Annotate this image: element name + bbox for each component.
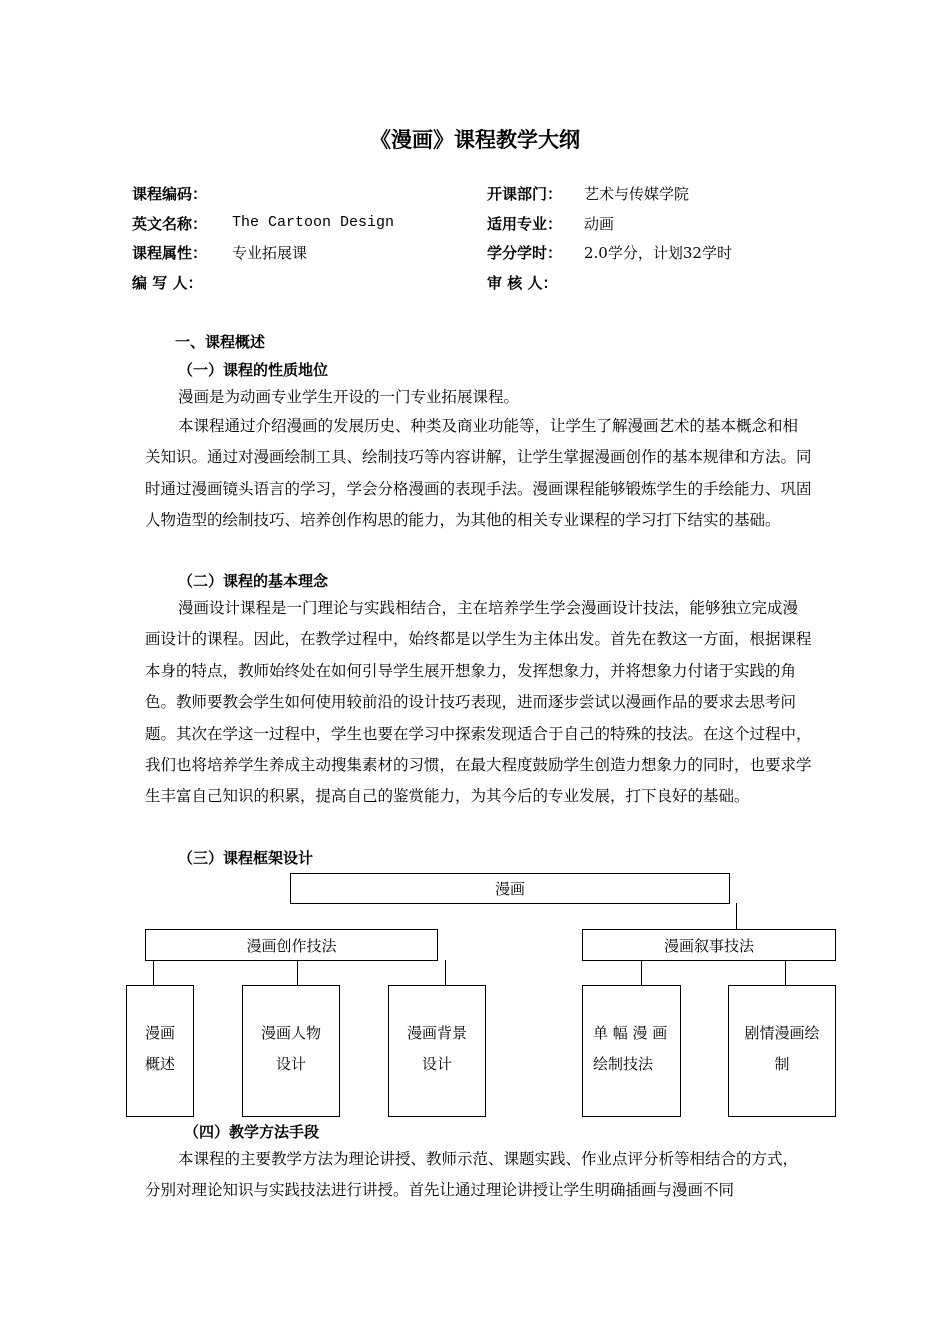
connector-right-leaf5 [785,960,786,986]
paragraph-nature-1: 漫画是为动画专业学生开设的一门专业拓展课程。 [178,388,520,406]
course-code-label: 课程编码： [132,185,208,203]
diagram-leaf-single-panel [582,985,681,1117]
diagram-branch-creation-label: 漫画创作技法 [246,936,337,955]
dept-label: 开课部门： [487,185,563,203]
major-label: 适用专业： [487,215,563,233]
diagram-branch-narrative [582,929,836,961]
leaf-character-line2: 设计 [275,1055,306,1073]
diagram-leaf-overview [126,985,194,1117]
leaf-background-line1: 漫画背景 [406,1024,467,1042]
diagram-branch-creation [145,929,438,961]
diagram-root-node [290,873,730,904]
connector-left-leaf3 [445,960,446,986]
english-name-value: The Cartoon Design [232,214,395,231]
subsection-heading-framework: （三）课程框架设计 [178,849,314,867]
author-label: 编 写 人： [132,274,203,292]
diagram-root-label: 漫画 [494,880,525,898]
diagram-leaf-story [728,985,836,1117]
section-heading-overview: 一、课程概述 [175,333,266,351]
credit-value: 2.0学分，计划32学时 [584,244,732,262]
leaf-single-panel-line2: 绘制技法 [593,1055,654,1073]
paragraph-philosophy: 漫画设计课程是一门理论与实践相结合，主在培养学生学会漫画设计技法，能够独立完成漫画设计的课程。因此，在教学过程中，始终都是以学生为主体出发。首先在教这一方面，根据课程本身的特点，教师始终处在如何引导学生展开想象力，发挥想象力，并将想象力付诸于实践的角色。教师要教会学生如何使用较前沿的设计技巧表现，进而逐步尝试以漫画作品的要求去思考问题。其次在学这一过程中，学生也要在学习中探索发现适合于自己的特殊的技法。在这个过程中，我们也将培养学生养成主动搜集素材的习惯，在最大程度鼓励学生创造力想象力的同时，也要求学生丰富自己知识的积累，提高自己的鉴赏能力，为其今后的专业发展，打下良好的基础。 [145,599,812,806]
diagram-leaf-character [242,985,340,1117]
paragraph-methods: 本课程的主要教学方法为理论讲授、教师示范、课题实践、作业点评分析等相结合的方式，分别对理论知识与实践技法进行讲授。首先让通过理论讲授让学生明确插画与漫画不同 [145,1150,799,1200]
leaf-overview-line2: 概述 [145,1055,176,1073]
connector-left-leaf2 [297,960,298,986]
connector-root-right [736,903,737,929]
document-title: 《漫画》课程教学大纲 [370,128,580,152]
leaf-single-panel-line1: 单 幅 漫 画 [593,1024,668,1042]
subsection-heading-methods: （四）教学方法手段 [184,1123,320,1141]
leaf-story-line1: 剧情漫画绘 [744,1024,820,1042]
connector-left-leaf1 [153,960,154,986]
english-name-label: 英文名称： [132,215,208,233]
leaf-story-line2: 制 [774,1055,790,1073]
course-attr-label: 课程属性： [132,244,208,262]
connector-right-leaf4 [641,960,642,986]
paragraph-nature-2: 本课程通过介绍漫画的发展历史、种类及商业功能等，让学生了解漫画艺术的基本概念和相关知识。通过对漫画绘制工具、绘制技巧等内容讲解，让学生掌握漫画创作的基本规律和方法。同时通过漫画镜头语言的学习，学会分格漫画的表现手法。漫画课程能够锻炼学生的手绘能力、巩固人物造型的绘制技巧、培养创作构思的能力，为其他的相关专业课程的学习打下结实的基础。 [145,417,812,530]
leaf-background-line2: 设计 [421,1055,452,1073]
diagram-branch-narrative-label: 漫画叙事技法 [663,936,754,955]
credit-label: 学分学时： [487,244,563,262]
subsection-heading-philosophy: （二）课程的基本理念 [178,572,329,590]
course-attr-value: 专业拓展课 [232,244,308,262]
diagram-leaf-background [388,985,486,1117]
subsection-heading-nature: （一）课程的性质地位 [178,361,329,379]
dept-value: 艺术与传媒学院 [584,185,690,203]
major-value: 动画 [584,215,615,233]
leaf-overview-line1: 漫画 [145,1024,176,1042]
leaf-character-line1: 漫画人物 [260,1024,321,1042]
reviewer-label: 审 核 人： [487,274,558,292]
